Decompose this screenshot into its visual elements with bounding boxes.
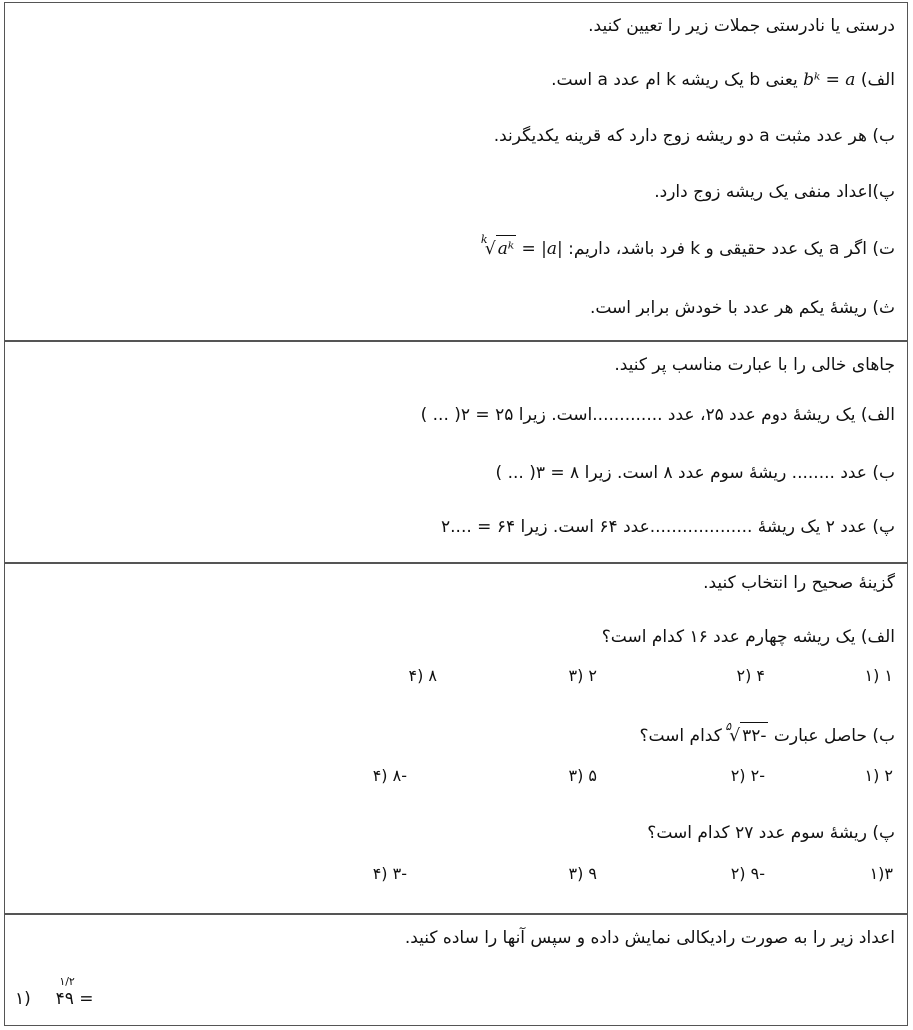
question-p: پ) ریشهٔ سوم عدد ۲۷ کدام است؟ [647,823,895,843]
section-true-false [4,2,908,341]
power-expression: ۴۹ ۱/۲ [55,975,75,1009]
blank-item-b: ب) عدد ........ ریشهٔ سوم عدد ۸ است. زیرا ۸ = ۳( ... ) [495,463,895,483]
question-a: الف) یک ریشه چهارم عدد ۱۶ کدام است؟ [601,627,895,647]
blank-item-a: الف) یک ریشهٔ دوم عدد ۲۵، عدد .............است. زیرا ۲۵ = ۲( ... ) [420,405,895,425]
section-title: اعداد زیر را به صورت رادیکالی نمایش داده و سپس آنها را ساده کنید. [404,928,895,948]
section-radical-form [4,914,908,1026]
option-3[interactable]: ۵ (۳ [568,766,597,785]
option-2[interactable]: ۴ (۲ [736,666,765,685]
option-4[interactable]: ۸ (۴ [408,666,437,685]
statement-p: پ)اعداد منفی یک ریشه زوج دارد. [654,182,895,202]
statement-t: ت) اگر a یک عدد حقیقی و k فرد باشد، داریم: k √ aᵏ = |a| [483,235,895,262]
option-3[interactable]: ۹ (۳ [568,864,597,883]
item-number: ۱) [15,989,31,1009]
statement-a: الف) bᵏ = a یعنی b یک ریشه k ام عدد a است. [551,67,895,93]
blank-item-p: پ) عدد ۲ یک ریشهٔ ...................عدد ۶۴ است. زیرا ۶۴ = ....۲ [441,517,895,537]
section-title: گزینهٔ صحیح را انتخاب کنید. [703,573,895,593]
math-expression: bᵏ = a [803,70,856,90]
statement-b: ب) هر عدد مثبت a دو ریشه زوج دارد که قرینه یکدیگرند. [493,126,895,146]
section-title: جاهای خالی را با عبارت مناسب پر کنید. [614,355,895,375]
option-2[interactable]: -۲ (۲ [730,766,765,785]
option-4[interactable]: -۸ (۴ [372,766,407,785]
section-multiple-choice [4,563,908,914]
section-fill-blanks [4,341,908,563]
option-1[interactable]: ۳(۱ [869,864,893,883]
exercise-1: ۱) ۴۹ ۱/۲ = [15,975,94,1009]
question-b: ب) حاصل عبارت ۵ √ ۳۲- کدام است؟ [639,722,895,749]
section-title: درستی یا نادرستی جملات زیر را تعیین کنید. [588,16,895,36]
statement-th: ث) ریشهٔ یکم هر عدد با خودش برابر است. [589,298,895,318]
option-1[interactable]: ۱ (۱ [864,666,893,685]
radical-expression: k √ aᵏ = |a| [483,235,563,262]
option-1[interactable]: ۲ (۱ [864,766,893,785]
option-4[interactable]: -۳ (۴ [372,864,407,883]
option-2[interactable]: -۹ (۲ [730,864,765,883]
radical-expression: ۵ √ ۳۲- [727,722,768,749]
option-3[interactable]: ۲ (۳ [568,666,597,685]
